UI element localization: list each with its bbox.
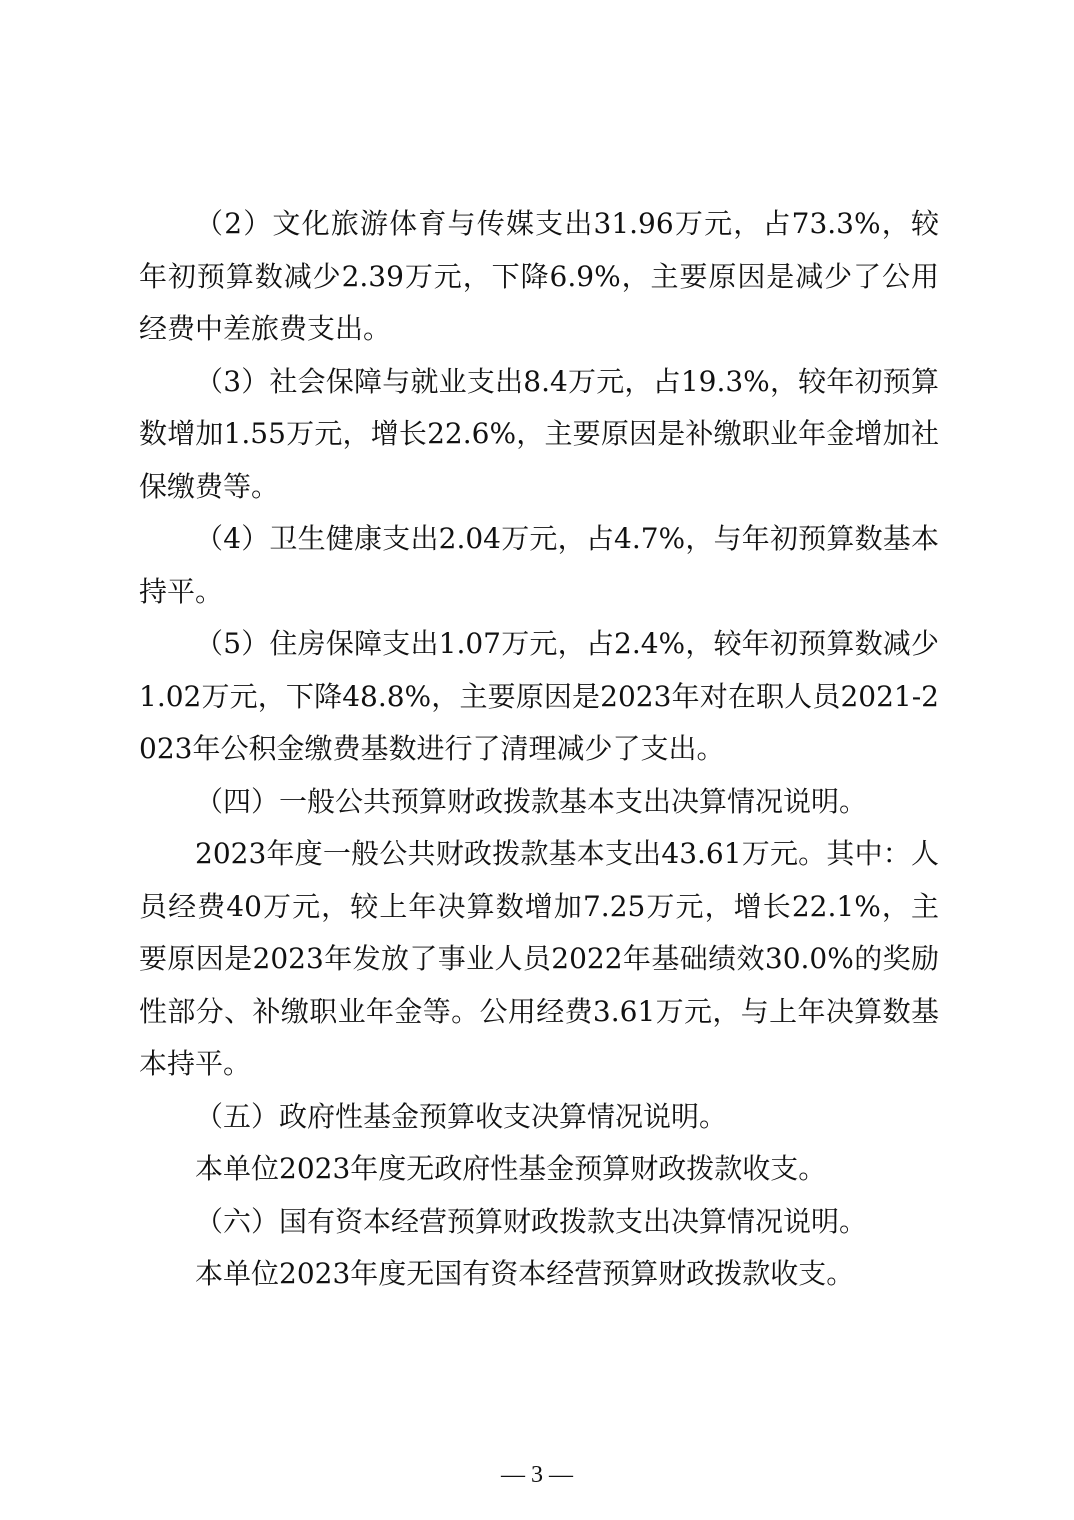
section-heading-state-capital: （六）国有资本经营预算财政拨款支出决算情况说明。 [195, 1204, 868, 1238]
paragraph-government-fund: 本单位2023年度无政府性基金预算财政拨款收支。 [195, 1152, 827, 1185]
paragraph-basic-expenditure: 2023年度一般公共财政拨款基本支出43.61万元。其中：人员经费40万元，较上年决算数增加7.25万元，增长22.1%，主要原因是2023年发放了事业人员2022年基础绩效30.0%的奖励性部分、补缴职业年金等。公用经费3.61万元，与上年决算数基本持平。 [139, 837, 939, 1080]
page-number: — 3 — [501, 1462, 573, 1488]
paragraph-culture-tourism-expense: （2）文化旅游体育与传媒支出31.96万元，占73.3%，较年初预算数减少2.39万元，下降6.9%，主要原因是减少了公用经费中差旅费支出。 [139, 207, 939, 345]
section-heading-basic-expenditure: （四）一般公共预算财政拨款基本支出决算情况说明。 [195, 784, 868, 818]
document-body [139, 198, 939, 1301]
paragraph-state-capital: 本单位2023年度无国有资本经营预算财政拨款收支。 [195, 1257, 855, 1290]
section-heading-government-fund: （五）政府性基金预算收支决算情况说明。 [195, 1099, 728, 1133]
paragraph-health-expense: （4）卫生健康支出2.04万元，占4.7%，与年初预算数基本持平。 [139, 522, 939, 608]
paragraph-housing-expense: （5）住房保障支出1.07万元，占2.4%，较年初预算数减少1.02万元，下降48.8%，主要原因是2023年对在职人员2021-2023年公积金缴费基数进行了清理减少了支出。 [139, 627, 939, 765]
paragraph-social-security-expense: （3）社会保障与就业支出8.4万元，占19.3%，较年初预算数增加1.55万元，增长22.6%，主要原因是补缴职业年金增加社保缴费等。 [139, 364, 939, 503]
